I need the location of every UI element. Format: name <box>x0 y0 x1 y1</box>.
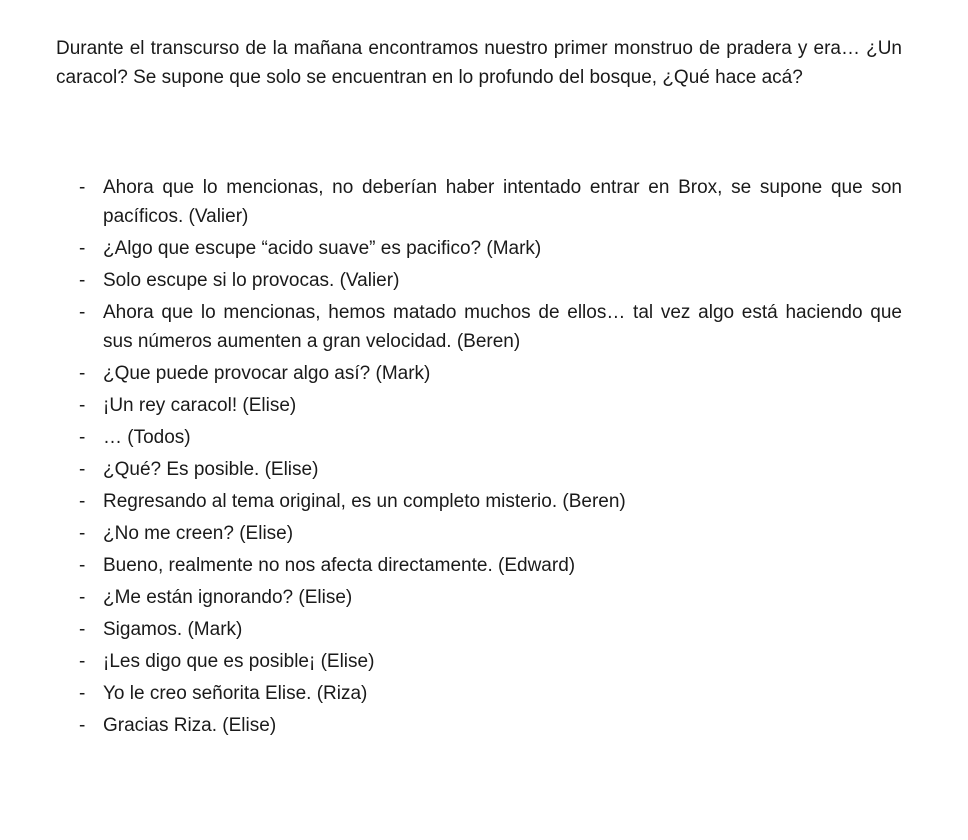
intro-paragraph: Durante el transcurso de la mañana encontramos nuestro primer monstruo de pradera y era… ¿Un caracol? Se supone que solo se encuentran en lo profundo del bosque, ¿Qué hace acá? <box>56 38 902 88</box>
dialogue-text: Yo le creo señorita Elise. (Riza) <box>103 683 368 704</box>
list-dash: - <box>79 459 86 480</box>
dialogue-line <box>0 173 902 231</box>
dialogue-text: ¡Un rey caracol! (Elise) <box>103 395 297 416</box>
dialogue-line <box>0 679 902 708</box>
dialogue-line <box>0 298 902 356</box>
dialogue-text: ¿No me creen? (Elise) <box>103 523 294 544</box>
dialogue-text: ¿Algo que escupe “acido suave” es pacifico? (Mark) <box>103 238 542 259</box>
dialogue-line <box>0 519 902 548</box>
list-dash: - <box>79 427 86 448</box>
dialogue-line <box>0 359 902 388</box>
list-dash: - <box>79 238 86 259</box>
list-dash: - <box>79 395 86 416</box>
dialogue-line <box>0 583 902 612</box>
list-dash: - <box>79 587 86 608</box>
list-dash: - <box>79 302 86 323</box>
list-dash: - <box>79 715 86 736</box>
dialogue-text: Ahora que lo mencionas, hemos matado muchos de ellos… tal vez algo está haciendo que sus números aumenten a gran velocidad. (Beren) <box>103 302 902 352</box>
dialogue-text: Ahora que lo mencionas, no deberían haber intentado entrar en Brox, se supone que son pacíficos. (Valier) <box>103 177 902 227</box>
list-dash: - <box>79 555 86 576</box>
dialogue-text: ¿Qué? Es posible. (Elise) <box>103 459 319 480</box>
dialogue-text: Regresando al tema original, es un completo misterio. (Beren) <box>103 491 626 512</box>
dialogue-line <box>0 455 902 484</box>
dialogue-text: Gracias Riza. (Elise) <box>103 715 277 736</box>
dialogue-text: Solo escupe si lo provocas. (Valier) <box>103 270 400 291</box>
dialogue-text: … (Todos) <box>103 427 191 448</box>
dialogue-text: ¡Les digo que es posible¡ (Elise) <box>103 651 375 672</box>
dialogue-line <box>0 711 902 740</box>
list-dash: - <box>79 363 86 384</box>
dialogue-text: ¿Que puede provocar algo así? (Mark) <box>103 363 431 384</box>
dialogue-list <box>0 173 968 743</box>
list-dash: - <box>79 491 86 512</box>
list-dash: - <box>79 651 86 672</box>
dialogue-line <box>0 391 902 420</box>
dialogue-text: Sigamos. (Mark) <box>103 619 243 640</box>
list-dash: - <box>79 523 86 544</box>
dialogue-line <box>0 647 902 676</box>
dialogue-line <box>0 234 902 263</box>
list-dash: - <box>79 619 86 640</box>
list-dash: - <box>79 177 86 198</box>
dialogue-text: ¿Me están ignorando? (Elise) <box>103 587 353 608</box>
dialogue-line <box>0 423 902 452</box>
dialogue-line <box>0 487 902 516</box>
dialogue-text: Bueno, realmente no nos afecta directamente. (Edward) <box>103 555 576 576</box>
list-dash: - <box>79 270 86 291</box>
dialogue-line <box>0 615 902 644</box>
list-dash: - <box>79 683 86 704</box>
dialogue-line <box>0 266 902 295</box>
dialogue-line <box>0 551 902 580</box>
